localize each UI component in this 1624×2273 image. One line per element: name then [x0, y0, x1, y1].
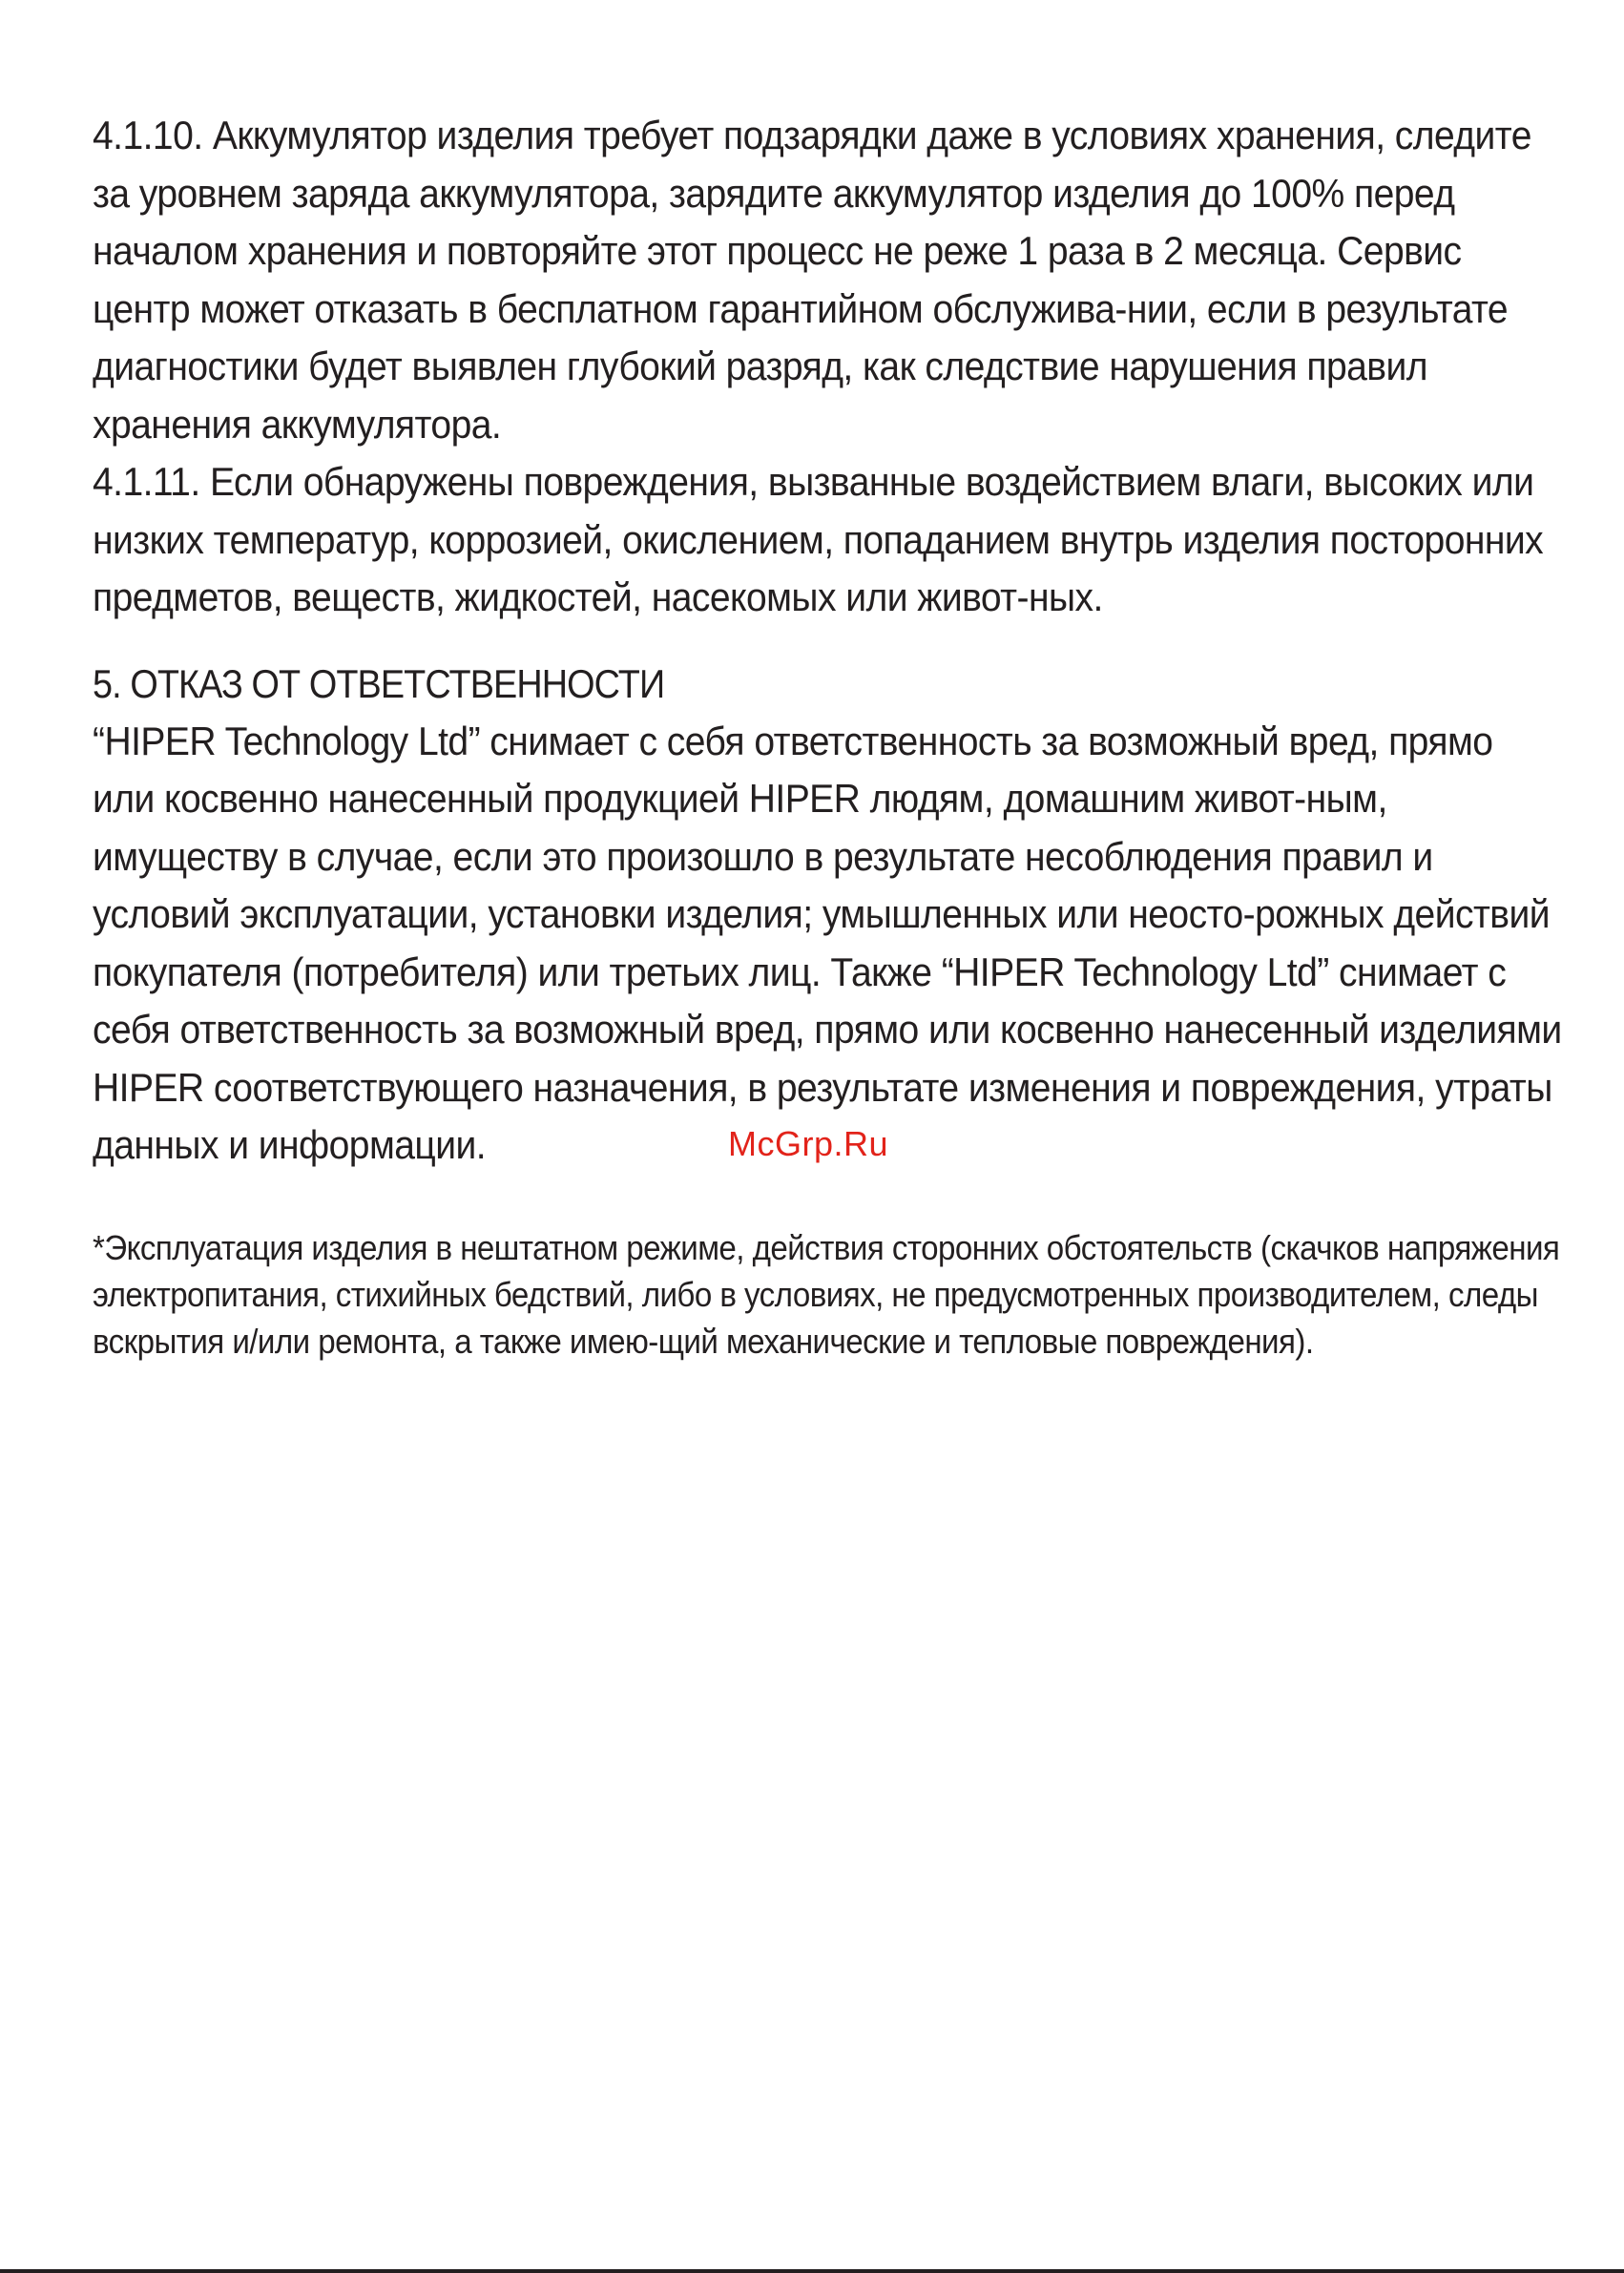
section-5-title: 5. ОТКАЗ ОТ ОТВЕТСТВЕННОСТИ	[93, 660, 665, 706]
paragraph-4-1-11: 4.1.11. Если обнаружены повреждения, вызванные воздействием влаги, высоких или низких температур, коррозией, окислением, попаданием внутрь изделия посторонних предметов, веществ, жидкостей, насекомых или живот-ных.	[93, 459, 1544, 619]
footnote: *Эксплуатация изделия в нештатном режиме, действия сторонних обстоятельств (скачков напряжения электропитания, стихийных бедствий, либо в условиях, не предусмотренных производителем, следы вскрытия и/или ремонта, а также имею-щий механические и тепловые повреждения).	[93, 1227, 1560, 1361]
bottom-divider	[0, 2269, 1624, 2273]
section-5-text: “HIPER Technology Ltd” снимает с себя ответственность за возможный вред, прямо или косвенно нанесенный продукцией HIPER людям, домашним живот-ным, имуществу в случае, если это произошло в результате несоблюдения правил и условий эксплуатации, установки изделия; умышленных или неосто-рожных действий покупателя (потребителя) или третьих лиц. Также “HIPER Technology Ltd” снимает с себя ответственность за возможный вред, прямо или косвенно нанесенный изделиями HIPER соответствующего назначения, в результате изменения и повреждения, утраты данных и информации.	[93, 718, 1562, 1167]
watermark-text: McGrp.Ru	[728, 1124, 889, 1163]
paragraph-4-1-10: 4.1.10. Аккумулятор изделия требует подзарядки даже в условиях хранения, следите за уровнем заряда аккумулятора, зарядите аккумулятор изделия до 100% перед началом хранения и повторяйте этот процесс не реже 1 раза в 2 месяца. Сервис центр может отказать в бесплатном гарантийном обслужива-нии, если в результате диагностики будет выявлен глубокий разряд, как следствие нарушения правил хранения аккумулятора.	[93, 113, 1531, 447]
document-page	[93, 107, 1562, 1365]
